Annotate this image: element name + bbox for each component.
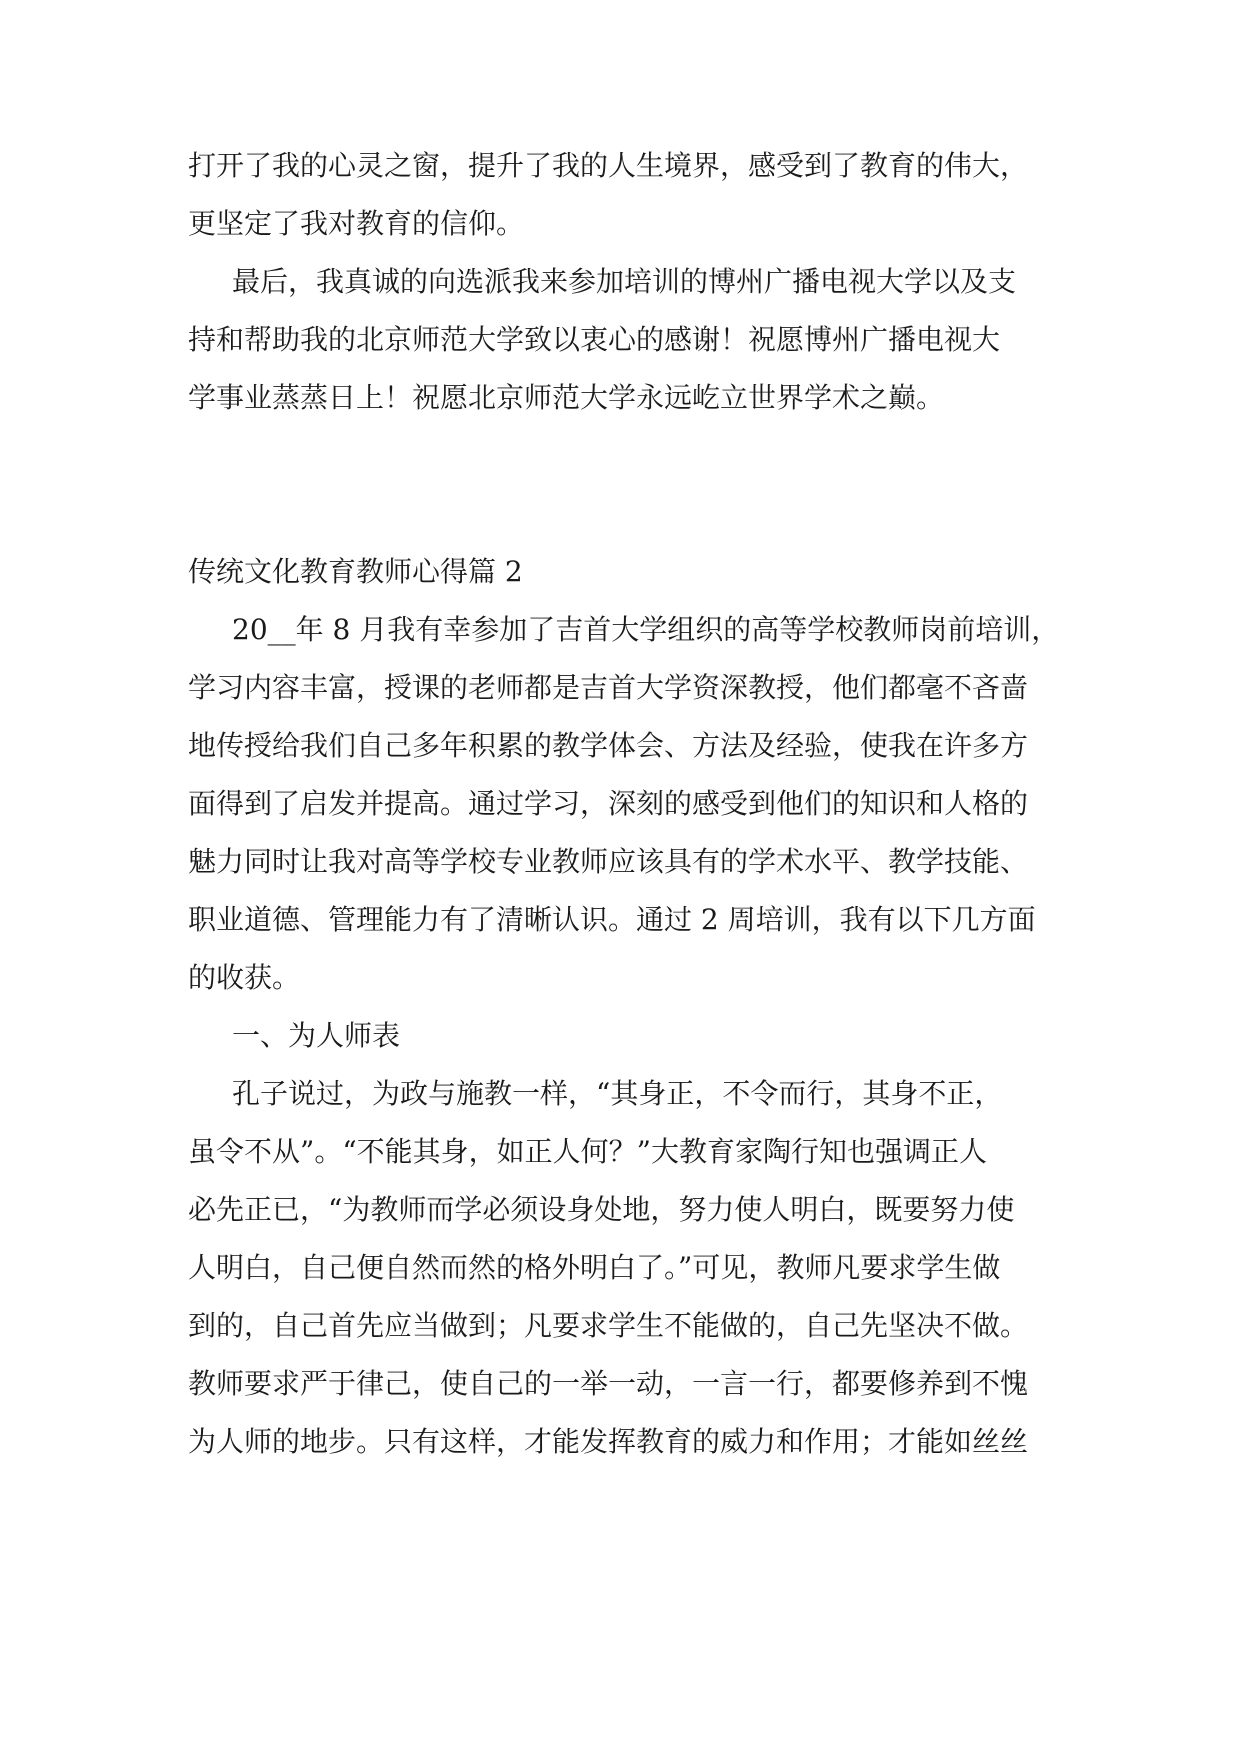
text-line: 虽令不从”。“不能其身，如正人何？”大教育家陶行知也强调正人 <box>188 1135 987 1168</box>
text-line: 为人师的地步。只有这样，才能发挥教育的威力和作用；才能如丝丝 <box>188 1425 1029 1458</box>
text-line: 人明白，自己便自然而然的格外明白了。”可见，教师凡要求学生做 <box>188 1251 1001 1284</box>
text-line: 孔子说过，为政与施教一样，“其身正，不令而行，其身不正， <box>232 1077 1003 1110</box>
text-line: 必先正已，“为教师而学必须设身处地，努力使人明白，既要努力使 <box>188 1193 1015 1226</box>
text-line: 职业道德、管理能力有了清晰认识。通过 2 周培训，我有以下几方面 <box>188 903 1036 936</box>
sub-heading: 一、为人师表 <box>232 1019 401 1052</box>
text-line: 学习内容丰富，授课的老师都是吉首大学资深教授，他们都毫不吝啬 <box>188 671 1029 704</box>
text-line: 的收获。 <box>188 961 301 994</box>
text-line: 打开了我的心灵之窗，提升了我的人生境界，感受到了教育的伟大， <box>188 149 1029 182</box>
text-line: 持和帮助我的北京师范大学致以衷心的感谢！祝愿博州广播电视大 <box>188 323 1001 356</box>
text-line: 地传授给我们自己多年积累的教学体会、方法及经验，使我在许多方 <box>188 729 1029 762</box>
text-line: 20__年 8 月我有幸参加了吉首大学组织的高等学校教师岗前培训， <box>232 613 1060 646</box>
text-line: 面得到了启发并提高。通过学习，深刻的感受到他们的知识和人格的 <box>188 787 1029 820</box>
text-line: 魅力同时让我对高等学校专业教师应该具有的学术水平、教学技能、 <box>188 845 1029 878</box>
text-line: 更坚定了我对教育的信仰。 <box>188 207 525 240</box>
text-line: 教师要求严于律己，使自己的一举一动，一言一行，都要修养到不愧 <box>188 1367 1029 1400</box>
text-line: 学事业蒸蒸日上！祝愿北京师范大学永远屹立世界学术之巅。 <box>188 381 945 414</box>
section-heading: 传统文化教育教师心得篇 2 <box>188 555 523 588</box>
text-line: 最后，我真诚的向选派我来参加培训的博州广播电视大学以及支 <box>232 265 1017 298</box>
text-line: 到的，自己首先应当做到；凡要求学生不能做的，自己先坚决不做。 <box>188 1309 1029 1342</box>
